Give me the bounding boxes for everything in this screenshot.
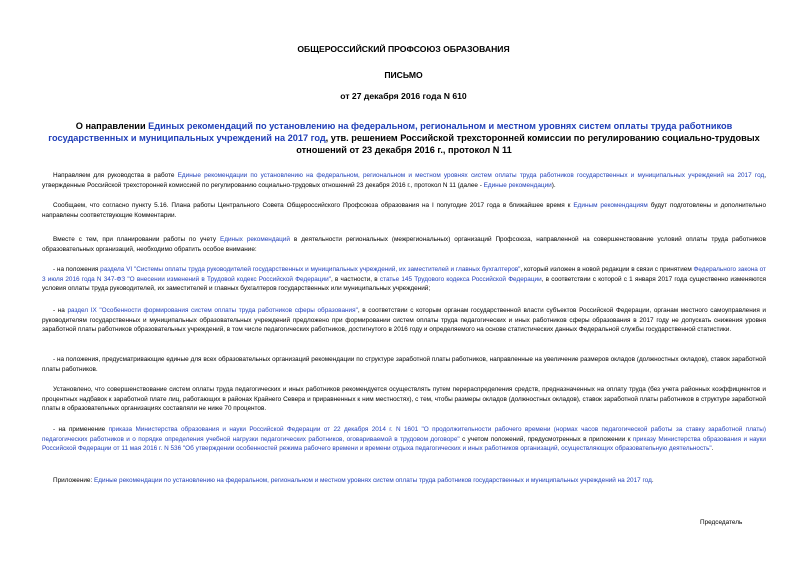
p4-section-vi-link[interactable]: раздела VI "Системы оплаты труда руководителей государственных и муниципальных учреждений, их заместителей и главных бухгалтеров" [100,266,521,273]
p4-article-145-link[interactable]: статье 145 Трудового кодекса Российской Федерации [379,275,542,283]
p8-text-3: . [711,445,714,453]
document-date-number: от 27 декабря 2016 года N 610 [340,91,467,101]
p2-text-1: Сообщаем, что согласно пункту 5.16. Плана работы Центрального Совета Общероссийского Профсоюза образования на I полугодие 2017 года в ближайшее время к [53,202,574,209]
paragraph-3 [42,235,766,254]
p5-text-2: , в соответствии с которым органам государственной власти субъектов Российской Федерации, органам местного самоуправления и руководителям государственных и муниципальных образовательных учреждений предложено при формировании систем оплаты труда педагогических и иных работников сферы образования в 2017 году не допускать снижения уровня заработной платы работников образовательных учреждений, в том числе педагогических работников, достигнутого в 2016 году и определяемого на основе статистических данных Федеральной службы государственной статистики. [42,307,766,334]
p4-text-1: - на положения [53,266,101,273]
p8-order-1601-link[interactable]: приказа Министерства образования и науки Российской Федерации от 22 декабря 2014 г. N 1601 "О продолжительности рабочего времени (нормах часов педагогической работы за ставку заработной платы) педагогических работников и о порядке определения учебной нагрузки педагогических работников, оговариваемой в трудовом договоре" [42,426,766,443]
subject-prefix: О направлении [75,121,149,131]
paragraph-appendix [42,476,766,486]
p4-text-3: , в частности, в [330,275,380,283]
p2-recommendations-link[interactable]: Единым рекомендациям [573,202,648,209]
appendix-text-end: . [651,477,654,484]
p5-section-ix-link[interactable]: раздел IX "Особенности формирования систем оплаты труда работников сферы образования" [67,307,358,314]
p1-text-3: ). [551,181,556,189]
appendix-label: Приложение: [53,477,95,484]
paragraph-5 [42,306,766,335]
paragraph-6: - на положения, предусматривающие единые для всех образовательных организаций рекомендации по структуре заработной платы работников, направленные на увеличение размеров окладов (должностных окладов), ставок заработной платы работников. [42,356,766,373]
p1-recommendations-short-link[interactable]: Единые рекомендации [483,181,552,189]
subject-recommendations-link[interactable]: Единых рекомендаций по установлению на федеральном, региональном и местном уровнях систем оплаты труда работников государственных и муниципальных учреждений на 2017 год [48,121,733,144]
subject-suffix: , утв. решением Российской трехсторонней комиссии по регулированию социально-трудовых отношений от 23 декабря 2016 г., протокол N 11 [296,133,760,156]
p1-recommendations-link[interactable]: Единые рекомендации по установлению на федеральном, региональном и местном уровнях систем оплаты труда работников государственных и муниципальных учреждений на 2017 год [177,172,765,179]
paragraph-4 [42,265,766,294]
p4-federal-law-link[interactable]: Федерального закона от 3 июля 2016 года N 347-ФЗ "О внесении изменений в Трудовой кодекс Российской Федерации" [42,266,766,283]
p1-text-1: Направляем для руководства в работе [53,172,178,179]
p8-order-536-link[interactable]: приказу Министерства образования и науки Российской Федерации от 11 мая 2016 г. N 536 "Об утверждении особенностей режима рабочего времени и времени отдыха педагогических и иных работников организаций, осуществляющих образовательную деятельность" [42,435,766,453]
p3-recommendations-link[interactable]: Единых рекомендаций [219,236,290,243]
p8-text-1: - на применение [53,426,109,433]
p4-text-2: , который изложен в новой редакции в связи с принятием [520,266,694,273]
p5-text-1: - на [53,307,68,314]
signature-title: Председатель [700,519,743,526]
p8-text-2: с учетом положений, предусмотренных в приложении к [459,435,633,443]
paragraph-7: Установлено, что совершенствование систем оплаты труда педагогических и иных работников рекомендуется осуществлять путем перераспределения средств, предназначенных на оплату труда (без учета районных коэффициентов и процентных надбавок к заработной плате лиц, работающих в районах Крайнего Севера и приравненных к ним местностях), с тем, чтобы размеры окладов (должностных окладов), ставок заработной платы работников в структуре заработной платы в образовательных организациях составляли не ниже 70 процентов. [42,386,766,413]
paragraph-1 [42,171,766,190]
organization-title: ОБЩЕРОССИЙСКИЙ ПРОФСОЮЗ ОБРАЗОВАНИЯ [297,44,510,54]
p3-text-1: Вместе с тем, при планировании работы по учету [53,236,220,243]
p2-text-2: будут подготовлены и дополнительно направлены соответствующие Комментарии. [42,202,767,219]
p4-text-4: , в соответствии с которой с 1 января 2017 года существенно изменяются условия оплаты труда руководителей, их заместителей и главных бухгалтеров государственных или муниципальных учреждений; [42,275,766,293]
p1-text-2: , утвержденные Российской трехсторонней комиссией по регулированию социально-трудовых отношений 23 декабря 2016 г., протокол N 11 (далее - [42,172,766,189]
appendix-recommendations-link[interactable]: Единые рекомендации по установлению на федеральном, региональном и местном уровнях систем оплаты труда работников государственных и муниципальных учреждений на 2017 год [94,477,652,484]
document-subject [42,120,766,157]
paragraph-2 [42,201,766,220]
document-type: ПИСЬМО [384,70,423,80]
p3-text-2: в деятельности региональных (межрегиональных) организаций Профсоюза, направленной на совершенствование условий оплаты труда работников образовательных организаций, необходимо обратить особое внимание: [42,236,766,253]
paragraph-8 [42,425,766,454]
